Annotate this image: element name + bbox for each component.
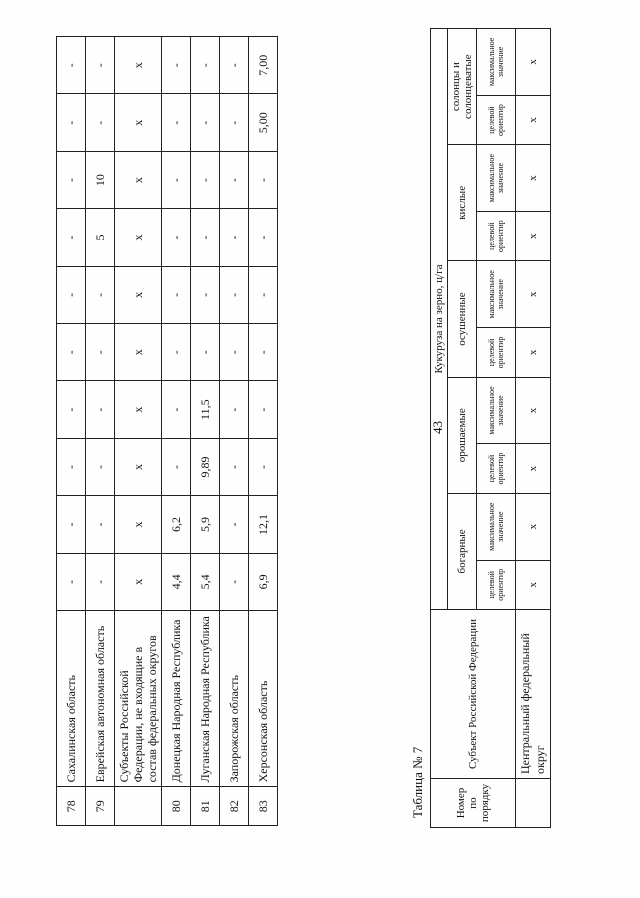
- row-subject-name: Херсонская область: [249, 611, 278, 787]
- table-cell: -: [249, 438, 278, 495]
- table-cell: x: [115, 37, 162, 95]
- table-cell: x: [516, 145, 551, 212]
- table-cell: -: [162, 37, 191, 95]
- table-cell: -: [86, 37, 115, 95]
- table-cell: -: [249, 324, 278, 381]
- table-cell: -: [86, 496, 115, 553]
- row-subject-name: Еврейская автономная область: [86, 611, 115, 787]
- table-cell: 4,4: [162, 553, 191, 610]
- row-number: [516, 779, 551, 828]
- subcolumn-header: максимальное значение: [477, 493, 516, 560]
- table-cell: -: [57, 94, 86, 151]
- table-cell: -: [249, 209, 278, 266]
- table-cell: -: [220, 94, 249, 151]
- table-7-title: Таблица № 7: [410, 746, 425, 818]
- table-cell: -: [86, 266, 115, 323]
- table-row: [191, 37, 220, 826]
- subcolumn-header: максимальное значение: [477, 145, 516, 212]
- table-cell: -: [220, 553, 249, 610]
- table-cell: x: [115, 381, 162, 438]
- table-cell: x: [115, 209, 162, 266]
- table-cell: 5,9: [191, 496, 220, 553]
- table-row: [162, 37, 191, 826]
- table-row: [516, 29, 551, 828]
- table-cell: -: [57, 553, 86, 610]
- table-cell: -: [86, 553, 115, 610]
- table-cell: -: [220, 37, 249, 95]
- table-cell: x: [516, 560, 551, 609]
- table-cell: -: [162, 438, 191, 495]
- table-cell: -: [162, 94, 191, 151]
- table-row: [249, 37, 278, 826]
- row-number: 79: [86, 787, 115, 826]
- group-header: осушенные: [448, 261, 477, 377]
- group-header: кислые: [448, 145, 477, 261]
- table-cell: x: [516, 444, 551, 493]
- row-number: 80: [162, 787, 191, 826]
- table-cell: -: [162, 381, 191, 438]
- table-cell: -: [249, 266, 278, 323]
- table-cell: -: [191, 324, 220, 381]
- table-cell: 5,4: [191, 553, 220, 610]
- table-cell: x: [115, 324, 162, 381]
- table-row: [115, 37, 162, 826]
- row-subject-name: Сахалинская область: [57, 611, 86, 787]
- table-cell: -: [220, 381, 249, 438]
- group-header: богарные: [448, 493, 477, 609]
- table-cell: -: [57, 37, 86, 95]
- table-cell: -: [220, 438, 249, 495]
- table-cell: -: [220, 151, 249, 208]
- row-number: 78: [57, 787, 86, 826]
- subcolumn-header: максимальное значение: [477, 29, 516, 96]
- table-cell: 11,5: [191, 381, 220, 438]
- table-cell: 5: [86, 209, 115, 266]
- table-cell: -: [191, 37, 220, 95]
- row-subject-name: Запорожская область: [220, 611, 249, 787]
- table-cell: -: [162, 266, 191, 323]
- table-cell: -: [191, 94, 220, 151]
- group-header: солонцы и солонцеватые: [448, 29, 477, 145]
- row-number: 81: [191, 787, 220, 826]
- table-cell: -: [191, 151, 220, 208]
- crop-header: Кукуруза на зерно, ц/га: [431, 29, 448, 610]
- subcolumn-header: целевой ориентир: [477, 444, 516, 493]
- table-cell: -: [57, 151, 86, 208]
- subcolumn-header: целевой ориентир: [477, 211, 516, 260]
- table-cell: -: [57, 381, 86, 438]
- row-subject-name: Центральный федеральный округ: [516, 610, 551, 779]
- table-cell: 5,00: [249, 94, 278, 151]
- row-subject-name: Субъекты Российской Федерации, не входящие в состав федеральных округов: [115, 611, 162, 787]
- table-cell: 10: [86, 151, 115, 208]
- table-cell: -: [220, 266, 249, 323]
- table-cell: -: [162, 151, 191, 208]
- table-cell: -: [220, 496, 249, 553]
- subcolumn-header: целевой ориентир: [477, 328, 516, 377]
- table-cell: x: [115, 151, 162, 208]
- row-subject-name: Донецкая Народная Республика: [162, 611, 191, 787]
- table-row: [57, 37, 86, 826]
- table-cell: -: [191, 209, 220, 266]
- table-cell: x: [516, 377, 551, 444]
- table-cell: x: [516, 95, 551, 144]
- table-cell: -: [191, 266, 220, 323]
- group-header: орошаемые: [448, 377, 477, 493]
- table-row: [220, 37, 249, 826]
- table-cell: 6,2: [162, 496, 191, 553]
- table-cell: -: [86, 94, 115, 151]
- table-cell: -: [249, 151, 278, 208]
- table-cell: -: [162, 324, 191, 381]
- table-row: [86, 37, 115, 826]
- row-number: 82: [220, 787, 249, 826]
- table-cell: -: [162, 209, 191, 266]
- table-cell: -: [57, 324, 86, 381]
- table-cell: -: [86, 324, 115, 381]
- table-cell: 7,00: [249, 37, 278, 95]
- table-cell: -: [86, 381, 115, 438]
- page-number: 43: [430, 421, 445, 434]
- table-6-continuation: [56, 36, 278, 826]
- table-cell: x: [115, 553, 162, 610]
- row-number: [115, 787, 162, 826]
- table-cell: -: [249, 381, 278, 438]
- table-cell: x: [516, 493, 551, 560]
- table-7: [430, 28, 551, 828]
- table-cell: x: [115, 266, 162, 323]
- col-subject-header: Субъект Российской Федерации: [431, 610, 516, 779]
- subcolumn-header: максимальное значение: [477, 377, 516, 444]
- table-cell: -: [86, 438, 115, 495]
- table-cell: 9,89: [191, 438, 220, 495]
- table-cell: x: [115, 496, 162, 553]
- table-cell: x: [516, 211, 551, 260]
- col-number-header: Номер по порядку: [431, 779, 516, 828]
- table-cell: -: [57, 266, 86, 323]
- table-cell: x: [115, 94, 162, 151]
- table-cell: 12,1: [249, 496, 278, 553]
- table-cell: -: [57, 438, 86, 495]
- table-cell: x: [516, 328, 551, 377]
- table-cell: 6,9: [249, 553, 278, 610]
- table-cell: -: [220, 209, 249, 266]
- table-cell: -: [57, 496, 86, 553]
- table-cell: x: [516, 261, 551, 328]
- row-subject-name: Луганская Народная Республика: [191, 611, 220, 787]
- table-cell: -: [220, 324, 249, 381]
- table-cell: x: [516, 29, 551, 96]
- table-cell: -: [57, 209, 86, 266]
- row-number: 83: [249, 787, 278, 826]
- table-cell: x: [115, 438, 162, 495]
- subcolumn-header: максимальное значение: [477, 261, 516, 328]
- subcolumn-header: целевой ориентир: [477, 560, 516, 609]
- subcolumn-header: целевой ориентир: [477, 95, 516, 144]
